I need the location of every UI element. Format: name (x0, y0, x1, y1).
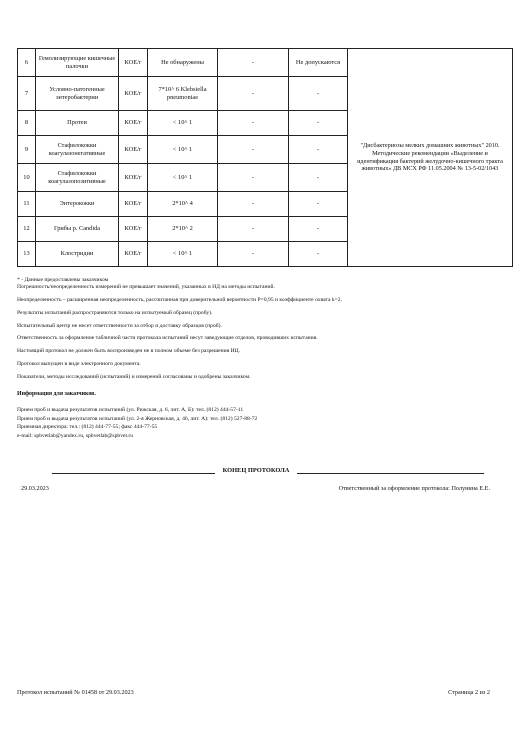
note-line: * - Данные предоставлены заказчиком (17, 277, 109, 283)
note-line: Показатели, методы исследований (испытаний) и измерений согласованы и одобрены заказчиком. (17, 373, 251, 380)
indicator-name: Стафилококки коагулазонегативные (36, 136, 119, 164)
norm-cell: - (289, 192, 348, 217)
customer-info-heading: Информация для заказчиков. (17, 391, 96, 397)
uncertainty-cell: - (218, 49, 289, 77)
result-cell: 2*10^ 4 (148, 192, 218, 217)
protocol-date: 29.03.2023 (21, 485, 49, 492)
divider-line (297, 473, 484, 474)
result-cell: < 10^ 1 (148, 111, 218, 136)
norm-cell: - (289, 136, 348, 164)
result-cell: < 10^ 1 (148, 164, 218, 192)
result-cell: 2*10^ 2 (148, 217, 218, 242)
row-number: 6 (18, 49, 36, 77)
footer-protocol-number: Протокол испытаний № 01458 от 29.03.2023 (17, 689, 134, 696)
notes-section (17, 277, 517, 380)
indicator-name: Стафилококки коагулазопозитивные (36, 164, 119, 192)
info-line: Прием проб и выдача результатов испытаний (ул. Рижская, д. 6, лит. А, Б): тел. (812) 444-57-11 (17, 407, 244, 414)
norm-cell: - (289, 77, 348, 111)
row-number: 10 (18, 164, 36, 192)
result-cell: 7*10^ 6 Klebsiella pneumoniae (148, 77, 218, 111)
unit-cell: КОЕ/г (119, 242, 148, 267)
uncertainty-cell: - (218, 111, 289, 136)
uncertainty-cell: - (218, 136, 289, 164)
uncertainty-cell: - (218, 164, 289, 192)
indicator-name: Гемолизирующие кишечные палочки (36, 49, 119, 77)
unit-cell: КОЕ/г (119, 164, 148, 192)
norm-cell: - (289, 217, 348, 242)
row-number: 12 (18, 217, 36, 242)
unit-cell: КОЕ/г (119, 217, 148, 242)
norm-cell: - (289, 242, 348, 267)
table-row (18, 49, 513, 77)
result-cell: < 10^ 1 (148, 136, 218, 164)
row-number: 7 (18, 77, 36, 111)
indicator-name: Энтерококки (36, 192, 119, 217)
uncertainty-cell: - (218, 192, 289, 217)
row-number: 8 (18, 111, 36, 136)
responsible-person: Ответственный за оформление протокола: Полунина Е.Е. (338, 485, 490, 492)
unit-cell: КОЕ/г (119, 136, 148, 164)
row-number: 9 (18, 136, 36, 164)
info-line: e-mail: spbvetlab@yandex.ru, spbvetlab@spbvet.ru (17, 432, 134, 439)
unit-cell: КОЕ/г (119, 77, 148, 111)
result-cell: < 10^ 1 (148, 242, 218, 267)
customer-info (17, 390, 517, 440)
results-table (17, 48, 513, 267)
indicator-name: Клостридии (36, 242, 119, 267)
info-line: Прием проб и выдача результатов испытаний (ул. 2-я Жерновская, д. 46, лит. А): тел. (812) 527-88-72 (17, 415, 258, 422)
unit-cell: КОЕ/г (119, 111, 148, 136)
end-of-protocol (52, 467, 484, 476)
note-line: Неопределенность – расширенная неопределенность, рассчитанная при доверительной вероятности P=0,95 и коэффициенте охвата k=2. (17, 297, 342, 303)
uncertainty-cell: - (218, 217, 289, 242)
unit-cell: КОЕ/г (119, 49, 148, 77)
indicator-name: Условно-патогенные энтеробактерии (36, 77, 119, 111)
method-cell: "Дисбактериозы мелких домашних животных" 2010. Методические рекомендации «Выделение и идентификация бактерий желудочно-кишечного тракта животных» ДВ МСХ РФ 11.05.2004 № 13-5-02/1043 (348, 49, 513, 267)
norm-cell: - (289, 164, 348, 192)
end-of-protocol-label: КОНЕЦ ПРОТОКОЛА (222, 467, 290, 474)
row-number: 13 (18, 242, 36, 267)
footer-page-number: Страница 2 из 2 (448, 689, 490, 696)
info-line: Приемная директора: тел.: (812) 444-77-55; факс 444-77-55 (17, 424, 158, 431)
indicator-name: Грибы р. Candida (36, 217, 119, 242)
note-line: Протокол выпущен в виде электронного документа. (17, 360, 141, 367)
uncertainty-cell: - (218, 242, 289, 267)
indicator-name: Протеи (36, 111, 119, 136)
norm-cell: - (289, 111, 348, 136)
note-line: Ответственность за оформление табличной части протокола испытаний несут заведующие отделов, проводивших испытания. (17, 335, 318, 342)
unit-cell: КОЕ/г (119, 192, 148, 217)
result-cell: Не обнаружены (148, 49, 218, 77)
row-number: 11 (18, 192, 36, 217)
note-line: Настоящий протокол не должен быть воспроизведен не в полном объеме без разрешения ИЦ. (17, 348, 241, 355)
divider-line (52, 473, 215, 474)
note-line: Погрешность/неопределенность измерений не превышает значений, указанных в НД на методы испытаний. (17, 284, 275, 291)
note-line: Результаты испытаний распространяются только на испытуемый образец (пробу). (17, 309, 213, 316)
note-line: Испытательный центр не несет ответственности за отбор и доставку образцов (проб). (17, 322, 222, 329)
uncertainty-cell: - (218, 77, 289, 111)
norm-cell: Не допускаются (289, 49, 348, 77)
